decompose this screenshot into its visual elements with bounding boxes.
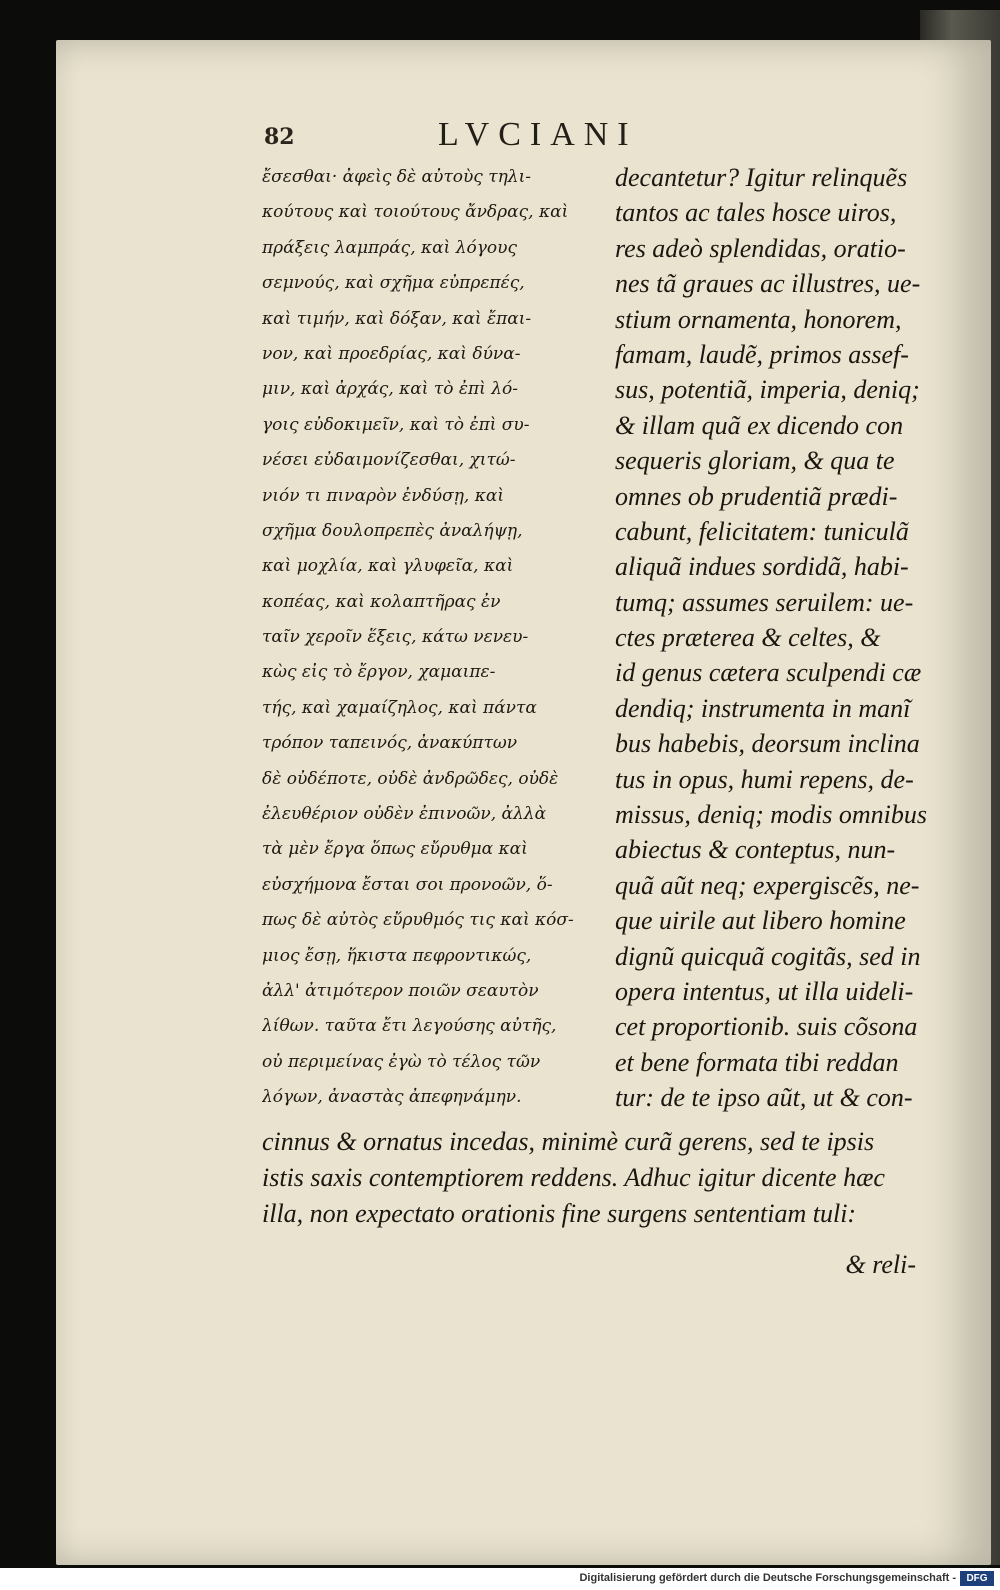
greek-text-line: νον, καὶ προεδρίας, καὶ δύνα- [262, 343, 521, 364]
greek-text-line: ταῖν χεροῖν ἕξεις, κάτω νενευ- [262, 627, 529, 648]
greek-text-line: κοπέας, καὶ κολαπτῆρας ἐν [262, 591, 501, 612]
greek-text-line: νέσει εὐδαιμονίζεσθαι, χιτώ- [262, 450, 516, 471]
greek-text-line: λίθων. ταῦτα ἔτι λεγούσης αὐτῆς, [262, 1016, 557, 1037]
greek-text-line: εὐσχήμονα ἔσται σοι προνοῶν, ὅ- [262, 874, 553, 895]
latin-text-line: et bene formata tibi reddan [615, 1047, 899, 1077]
latin-text-line: opera intentus, ut illa uideli- [615, 976, 914, 1006]
greek-text-line: μιν, καὶ ἀρχάς, καὶ τὸ ἐπὶ λό- [262, 379, 518, 400]
latin-text-line: ctes præterea & celtes, & [615, 623, 881, 653]
greek-text-line: ἀλλ' ἀτιμότερον ποιῶν σεαυτὸν [262, 980, 539, 1001]
latin-text-line: dendiq; instrumenta in manĩ [615, 693, 911, 723]
greek-text-line: νιόν τι πιναρὸν ἐνδύσῃ, καὶ [262, 485, 504, 506]
latin-text-line: famam, laudẽ, primos assef- [615, 339, 909, 369]
greek-text-line: σχῆμα δουλοπρεπὲς ἀναλήψῃ, [262, 520, 523, 541]
greek-text-line: λόγων, ἀναστὰς ἀπεφηνάμην. [262, 1087, 522, 1108]
latin-text-line: dignũ quicquã cogitãs, sed in [615, 941, 921, 971]
latin-text-line: quã aũt neq; expergiscẽs, ne- [615, 870, 920, 900]
latin-text-line: cet proportionib. suis cõsona [615, 1012, 918, 1042]
latin-column [615, 160, 935, 1116]
greek-text-line: κὼς εἰς τὸ ἔργον, χαμαιπε- [262, 662, 496, 683]
latin-text-line: decantetur? Igitur relinquẽs [615, 163, 908, 192]
latin-text-line: res adeò splendidas, oratio- [615, 233, 906, 263]
greek-text-line: καὶ μοχλία, καὶ γλυφεῖα, καὶ [262, 556, 514, 577]
latin-text-line: id genus cætera sculpendi cæ [615, 658, 922, 688]
latin-text-line: tumq; assumes seruilem: ue- [615, 587, 914, 617]
greek-text-line: ἔσεσθαι· ἀφεὶς δὲ αὐτοὺς τηλι- [262, 167, 531, 187]
greek-text-line: ἐλευθέριον οὐδὲν ἐπινοῶν, ἀλλὰ [262, 804, 547, 825]
greek-text-line: μιος ἔσῃ, ἥκιστα πεφροντικώς, [262, 945, 532, 966]
footer-credit: Digitalisierung gefördert durch die Deutsche Forschungsgemeinschaft - [579, 1572, 956, 1584]
latin-text-line: tur: de te ipso aũt, ut & con- [615, 1083, 913, 1113]
latin-text-line: cabunt, felicitatem: tuniculã [615, 516, 909, 546]
full-width-text [262, 1124, 934, 1232]
page-number: 82 [264, 124, 295, 150]
greek-column [262, 160, 594, 1116]
greek-text-line: τρόπον ταπεινός, ἀνακύπτων [262, 733, 518, 754]
full-width-text-line: illa, non expectato orationis fine surgens sententiam tuli: [262, 1199, 857, 1228]
latin-text-line: missus, deniq; modis omnibus [615, 800, 928, 830]
latin-text-line: & illam quã ex dicendo con [615, 410, 904, 440]
greek-text-line: τὰ μὲν ἔργα ὅπως εὔρυθμα καὶ [262, 839, 528, 860]
greek-text-line: κούτους καὶ τοιούτους ἄνδρας, καὶ [262, 202, 569, 223]
greek-text-line: γοις εὐδοκιμεῖν, καὶ τὸ ἐπὶ συ- [262, 414, 530, 435]
latin-text-line: sus, potentiã, imperia, deniq; [615, 375, 920, 405]
running-head: LVCIANI [438, 116, 638, 153]
latin-text-line: bus habebis, deorsum inclina [615, 729, 920, 759]
latin-text-line: que uirile aut libero homine [615, 906, 906, 936]
latin-text-line: sequeris gloriam, & qua te [615, 446, 895, 476]
greek-text-line: δὲ οὐδέποτε, οὐδὲ ἀνδρῶδες, οὐδὲ [262, 768, 559, 789]
latin-text-line: tantos ac tales hosce uiros, [615, 198, 897, 228]
latin-text-line: stium ornamenta, honorem, [615, 304, 902, 334]
latin-text-line: nes tã graues ac illustres, ue- [615, 269, 921, 299]
greek-text-line: οὐ περιμείνας ἐγὼ τὸ τέλος τῶν [262, 1051, 541, 1072]
full-width-text-line: cinnus & ornatus incedas, minimè curã gerens, sed te ipsis [262, 1127, 875, 1156]
latin-text-line: tus in opus, humi repens, de- [615, 764, 914, 794]
greek-text-line: σεμνούς, καὶ σχῆμα εὐπρεπές, [262, 273, 525, 294]
catchword: & reli- [845, 1250, 916, 1279]
greek-text-line: τής, καὶ χαμαίζηλος, καὶ πάντα [262, 697, 537, 718]
dfg-logo: DFG [960, 1571, 994, 1586]
greek-text-line: καὶ τιμήν, καὶ δόξαν, καὶ ἔπαι- [262, 308, 532, 329]
latin-text-line: abiectus & conteptus, nun- [615, 835, 896, 865]
latin-text-line: aliquã indues sordidã, habi- [615, 552, 909, 582]
full-width-text-line: istis saxis contemptiorem reddens. Adhuc igitur dicente hæc [262, 1163, 885, 1192]
greek-text-line: πράξεις λαμπράς, καὶ λόγους [262, 237, 517, 258]
latin-text-line: omnes ob prudentiã prædi- [615, 481, 898, 511]
greek-text-line: πως δὲ αὐτὸς εὔρυθμός τις καὶ κόσ- [262, 910, 574, 931]
